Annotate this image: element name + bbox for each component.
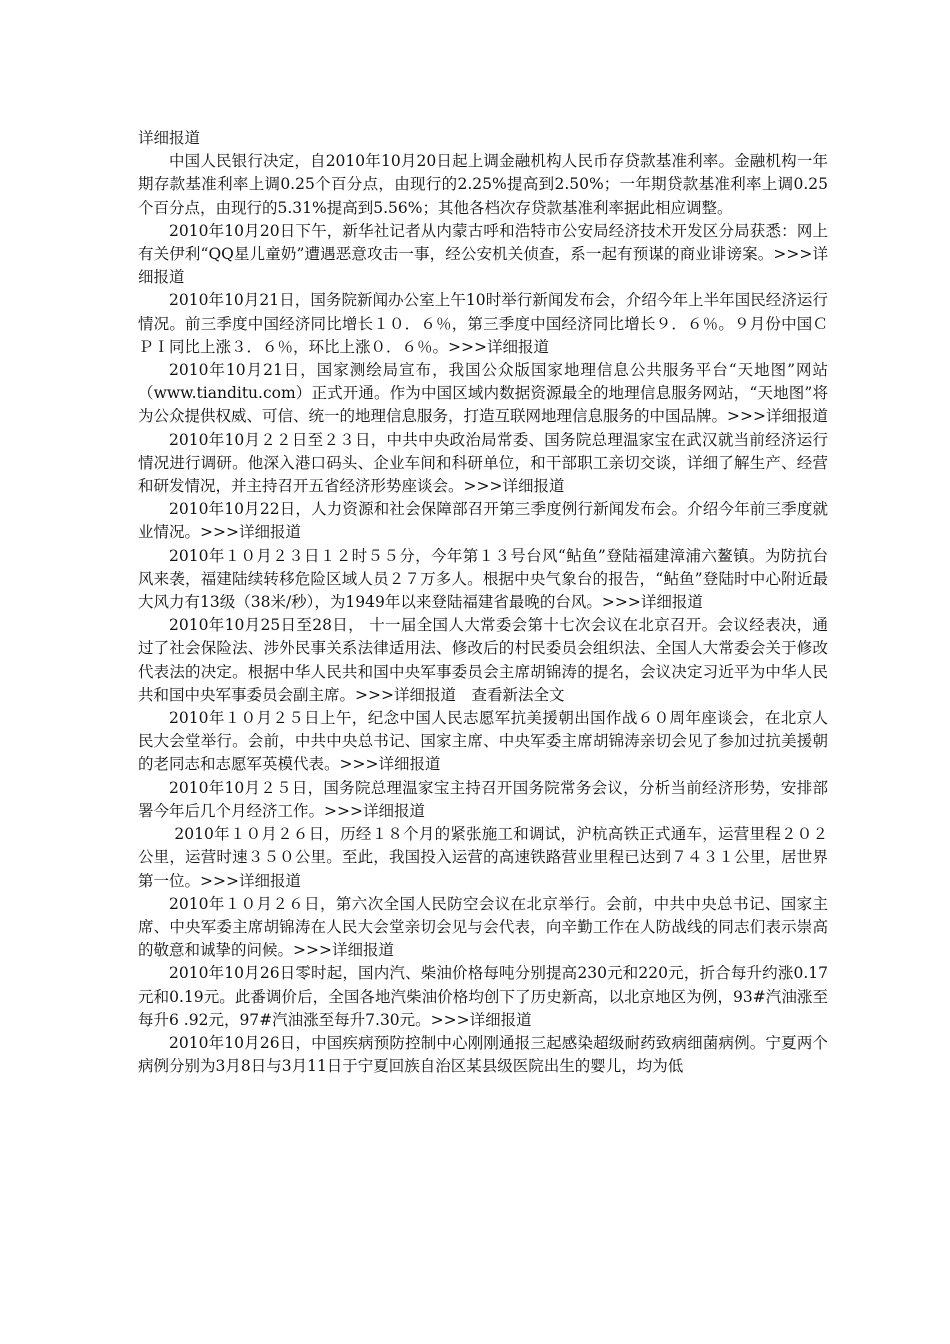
paragraph-korean-war-anniversary: 2010年１０月２５日上午，纪念中国人民志愿军抗美援朝出国作战６０周年座谈会，在北京人民大会堂举行。会前，中共中央总书记、国家主席、中央军委主席胡锦涛亲切会见了参加过抗美援朝的老同志和志愿军英模代表。>>>详细报道: [138, 709, 828, 774]
paragraph-tianditu: 2010年10月21日，国家测绘局宣布，我国公众版国家地理信息公共服务平台“天地图”网站（www.tianditu.com）正式开通。作为中国区域内数据资源最全的地理信息服务网站，“天地图”将为公众提供权威、可信、统一的地理信息服务，打造互联网地理信息服务的中国品牌。>>>详细报道: [138, 361, 828, 426]
paragraph-typhoon: 2010年１０月２３日１２时５５分，今年第１３号台风“鲇鱼”登陆福建漳浦六鳌镇。为防抗台风来袭，福建陆续转移危险区域人员２７万多人。根据中央气象台的报告，“鲇鱼”登陆时中心附近最大风力有13级（38米/秒），为1949年以来登陆福建省最晚的台风。>>>详细报道: [138, 546, 828, 612]
paragraph-yili-milk: 2010年10月20日下午，新华社记者从内蒙古呼和浩特市公安局经济技术开发区分局获悉：网上有关伊利“QQ星儿童奶”遭遇恶意攻击一事，经公安机关侦查，系一起有预谋的商业诽谤案。>>>详细报道: [138, 221, 828, 287]
paragraph-economy-briefing: 2010年10月21日，国务院新闻办公室上午10时举行新闻发布会，介绍今年上半年国民经济运行情况。前三季度中国经济同比增长１０．６％，第三季度中国经济同比增长９．６％。９月份中国ＣＰＩ同比上涨３．６％，环比上涨０．６％。>>>详细报道: [138, 291, 828, 356]
paragraph-fuel-prices: 2010年10月26日零时起，国内汽、柴油价格每吨分别提高230元和220元，折合每升约涨0.17元和0.19元。此番调价后，全国各地汽柴油价格均创下了历史新高，以北京地区为例，93#汽油涨至每升6 .92元，97#汽油涨至每升7.30元。>>>详细报道: [138, 964, 828, 1029]
paragraph-employment: 2010年10月22日，人力资源和社会保障部召开第三季度例行新闻发布会。介绍今年前三季度就业情况。>>>详细报道: [138, 500, 828, 542]
paragraph-civil-defense: 2010年１０月２６日，第六次全国人民防空会议在北京举行。会前，中共中央总书记、国家主席、中央军委主席胡锦涛在人民大会堂亲切会见与会代表，向辛勤工作在人防战线的同志们表示崇高的敬意和诚挚的问候。>>>详细报道: [138, 894, 828, 960]
paragraph-interest-rate: 中国人民银行决定，自2010年10月20日起上调金融机构人民币存贷款基准利率。金融机构一年期存款基准利率上调0.25个百分点，由现行的2.25%提高到2.50%；一年期贷款基准利率上调0.25个百分点，由现行的5.31%提高到5.56%；其他各档次存贷款基准利率据此相应调整。: [138, 152, 828, 217]
paragraph-hangzhou-railway: 2010年１０月２６日，历经１８个月的紧张施工和调试，沪杭高铁正式通车，运营里程２０２公里，运营时速３５０公里。至此，我国投入运营的高速铁路营业里程已达到７４３１公里，居世界第一位。>>>详细报道: [138, 825, 828, 890]
document-heading: 详细报道: [138, 129, 201, 147]
paragraph-wuhan-research: 2010年10月２２日至２３日，中共中央政治局常委、国务院总理温家宝在武汉就当前经济运行情况进行调研。他深入港口码头、企业车间和科研单位，和干部职工亲切交谈，详细了解生产、经营和研发情况，并主持召开五省经济形势座谈会。>>>详细报道: [138, 430, 828, 496]
document-page: [138, 127, 828, 1078]
paragraph-superbug: 2010年10月26日，中国疾病预防控制中心刚刚通报三起感染超级耐药致病细菌病例。宁夏两个病例分别为3月8日与3月11日于宁夏回族自治区某县级医院出生的婴儿，均为低: [138, 1033, 828, 1076]
paragraph-npc-session: 2010年10月25日至28日， 十一届全国人大常委会第十七次会议在北京召开。会议经表决，通过了社会保险法、涉外民事关系法律适用法、修改后的村民委员会组织法、全国人大常委会关于修改代表法的决定。根据中华人民共和国中央军事委员会主席胡锦涛的提名，会议决定习近平为中华人民共和国中央军事委员会副主席。>>>详细报道 查看新法全文: [138, 616, 828, 704]
paragraph-state-council: 2010年10月２５日，国务院总理温家宝主持召开国务院常务会议，分析当前经济形势，安排部署今年后几个月经济工作。>>>详细报道: [138, 778, 828, 820]
